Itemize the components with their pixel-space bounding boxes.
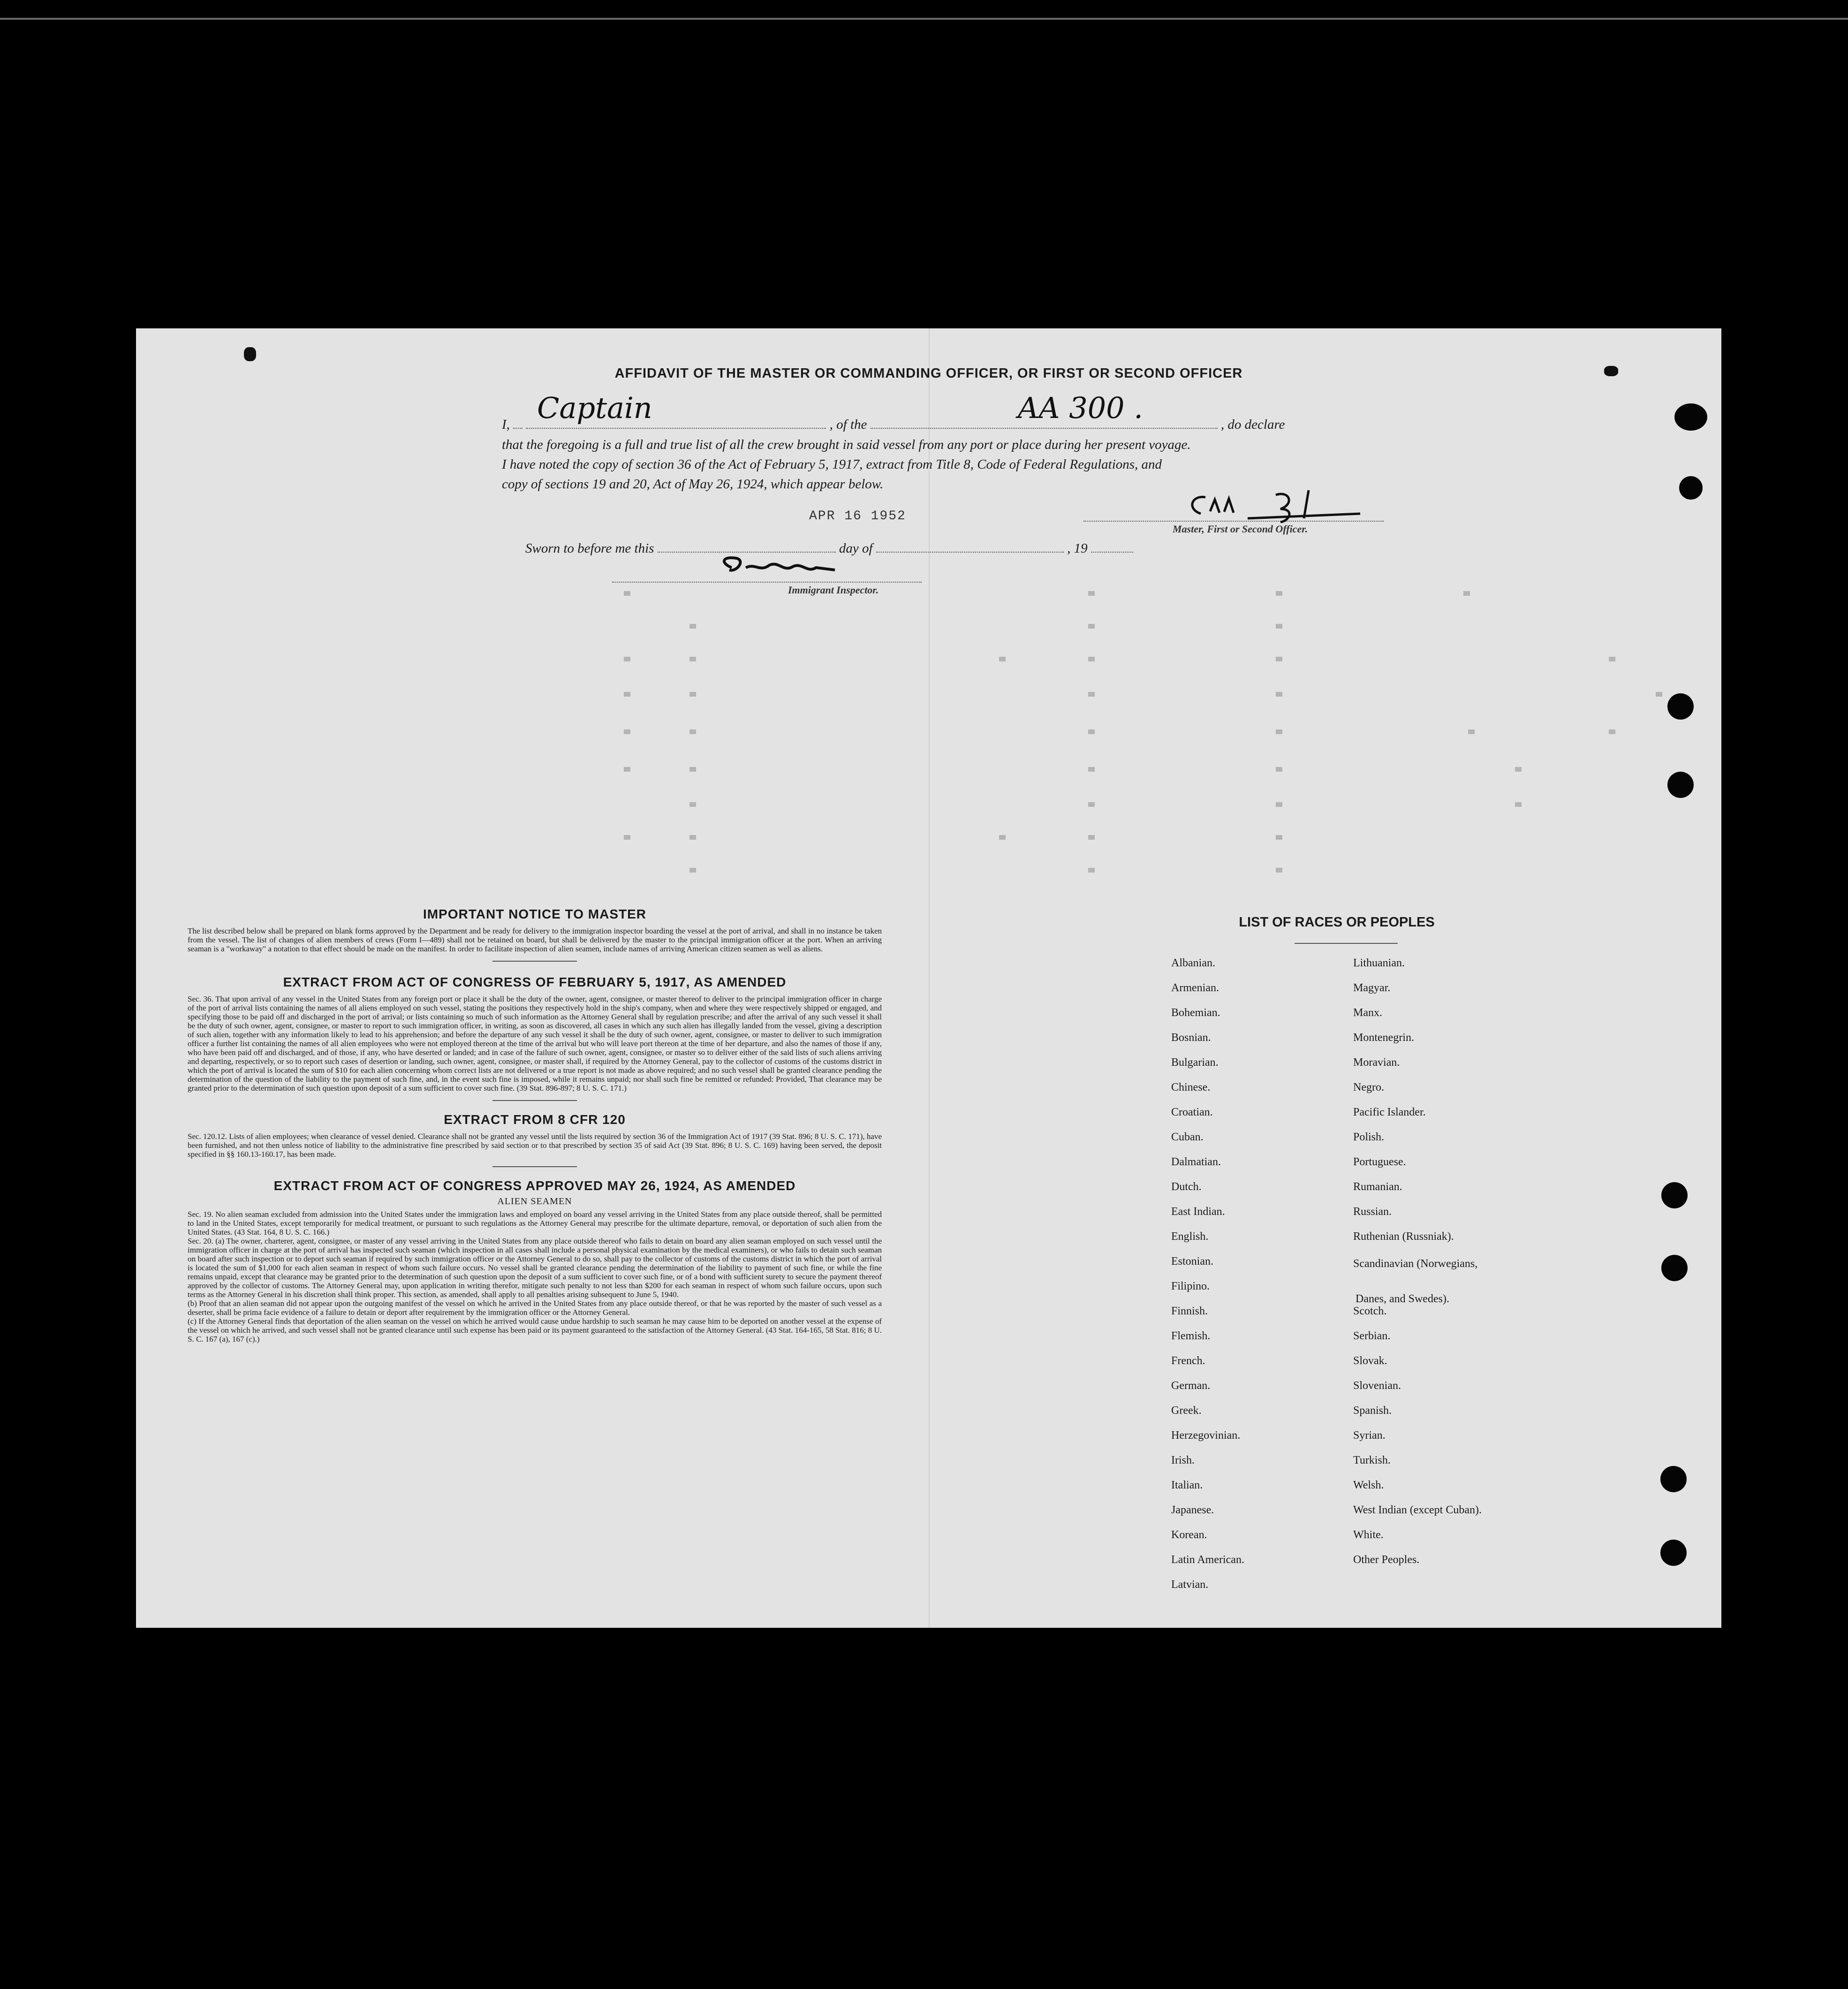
declaration-line-4: copy of sections 19 and 20, Act of May 26, 1924, which appear below. xyxy=(502,477,884,492)
bleed-through-row xyxy=(436,591,1703,600)
bleed-through-row xyxy=(436,868,1703,877)
race-item: Other Peoples. xyxy=(1353,1554,1420,1566)
race-item: Montenegrin. xyxy=(1353,1032,1414,1044)
document-page xyxy=(136,328,1721,1628)
declaration-line-3: I have noted the copy of section 36 of the Act of February 5, 1917, extract from Title 8, Code of Federal Regulations, and xyxy=(502,457,1162,472)
race-item: Magyar. xyxy=(1353,982,1391,994)
race-item: Rumanian. xyxy=(1353,1181,1402,1193)
race-item: Chinese. xyxy=(1171,1081,1211,1093)
race-item: Syrian. xyxy=(1353,1429,1386,1442)
race-item: Manx. xyxy=(1353,1007,1382,1019)
extract-1924-subtitle: ALIEN SEAMEN xyxy=(497,1196,572,1207)
race-item: Moravian. xyxy=(1353,1056,1400,1069)
race-item: West Indian (except Cuban). xyxy=(1353,1504,1482,1516)
race-item: Latin American. xyxy=(1171,1554,1244,1566)
signature-scribble xyxy=(1182,486,1379,523)
race-item: French. xyxy=(1171,1355,1205,1367)
race-item: Danes, and Swedes). xyxy=(1356,1293,1449,1305)
bleed-through-row xyxy=(436,835,1703,844)
race-item: Albanian. xyxy=(1171,957,1215,969)
race-item: Slovak. xyxy=(1353,1355,1387,1367)
race-item: White. xyxy=(1353,1529,1384,1541)
race-item: Japanese. xyxy=(1171,1504,1214,1516)
race-item: Flemish. xyxy=(1171,1330,1211,1342)
race-item: Greek. xyxy=(1171,1404,1202,1417)
race-item: German. xyxy=(1171,1380,1211,1392)
races-title: LIST OF RACES OR PEOPLES xyxy=(1239,915,1435,930)
bleed-through-row xyxy=(436,802,1703,812)
race-item: Latvian. xyxy=(1171,1579,1209,1591)
declaration-of-the: , of the xyxy=(829,417,867,432)
extract-1924-sec20a: Sec. 20. (a) The owner, charterer, agent, consignee, or master of any vessel arriving in the United States from any place outside thereof who fails to detain on board any alien seaman employed on such vessel until the immigration officer in charge at the port of arrival has inspected such seaman (which inspection in all cases shall include a personal physical examination by the medical examiners), or who fails to detain such seaman on board after such inspection or to deport such seaman if required by such immigration officer or the Attorney General to do so, shall pay to the collector of customs of the customs district in which the port of arrival is located the sum of $1,000 for each alien seaman in respect of whom such failure occurs. No vessel shall be granted clearance pending the determination of the liability to payment of such fine, or while the fine remains unpaid, except that clearance may be granted prior to the determination of such question upon the deposit of a sum sufficient to cover such fine, or of a bond with sufficient surety to secure the payment thereof approved by the collector of customs. The Attorney General may, upon application in writing therefor, mitigate such penalty to not less than $200 for each seaman in respect of whom such failure occurs, upon such terms as the Attorney General in his discretion shall think proper. This section, as amended, shall apply to all penalties arising subsequent to June 5, 1940. xyxy=(188,1237,882,1299)
bleed-through-row xyxy=(436,657,1703,666)
race-item: Estonian. xyxy=(1171,1255,1213,1268)
punch-hole xyxy=(1679,476,1703,500)
race-item: Croatian. xyxy=(1171,1106,1213,1118)
notice-body: The list described below shall be prepared on blank forms approved by the Department and be ready for delivery to the immigration inspector boarding the vessel at the port of arrival, and shall in no instance be taken from the vessel. The list of changes of alien members of crews (Form I—489) shall not be retained on board, but shall be delivered by the master to the principal immigration officer at the port. When an arriving seaman is a "workaway" a notation to that effect should be made on the manifest. In order to facilitate inspection of alien seamen, include names of arriving American citizen seamen as well as aliens. xyxy=(188,926,882,953)
declaration-do-declare: , do declare xyxy=(1220,417,1285,432)
race-item: Negro. xyxy=(1353,1081,1384,1093)
race-item: Welsh. xyxy=(1353,1479,1384,1491)
sworn-text: Sworn to before me this xyxy=(525,541,654,556)
page-fold xyxy=(929,328,930,1628)
declaration-i: I, xyxy=(502,417,510,432)
race-item: Cuban. xyxy=(1171,1131,1204,1143)
extract-cfr-body: Sec. 120.12. Lists of alien employees; when clearance of vessel denied. Clearance shall not be granted any vessel until the lists required by section 36 of the Immigration Act of 1917 (39 Stat. 896; 8 U. S. C. 171), have been furnished, and not then unless notice of liability to the administrative fine prescribed by said section or to that prescribed by section 35 of said Act (39 Stat. 896; 8 U. S. C. 169) having been served, the deposit specified in §§ 160.13-160.17, has been made. xyxy=(188,1132,882,1159)
bleed-through-row xyxy=(436,624,1703,633)
race-item: Finnish. xyxy=(1171,1305,1208,1317)
race-item: Russian. xyxy=(1353,1206,1392,1218)
race-item: Ruthenian (Russniak). xyxy=(1353,1230,1454,1243)
race-item: Pacific Islander. xyxy=(1353,1106,1426,1118)
race-item: Scandinavian (Norwegians, xyxy=(1353,1258,1478,1270)
race-item: Armenian. xyxy=(1171,982,1219,994)
handwritten-vessel: AA 300 . xyxy=(1018,391,1144,425)
extract-1924-sec19: Sec. 19. No alien seaman excluded from admission into the United States under the immigration laws and employed on board any vessel arriving in the United States from any place outside thereof, shall be permitted to land in the United States, except temporarily for medical treatment, or pursuant to such regulations as the Attorney General may prescribe for the ultimate departure, removal, or deportation of such alien from the United States. (43 Stat. 164, 8 U. S. C. 166.) xyxy=(188,1210,882,1237)
extract-1924-title: EXTRACT FROM ACT OF CONGRESS APPROVED MAY 26, 1924, AS AMENDED xyxy=(273,1178,796,1193)
master-signature xyxy=(1182,486,1379,523)
scan-frame-line xyxy=(0,18,1848,20)
race-item: Scotch. xyxy=(1353,1305,1387,1317)
race-item: Dalmatian. xyxy=(1171,1156,1221,1168)
race-item: Korean. xyxy=(1171,1529,1207,1541)
notice-title: IMPORTANT NOTICE TO MASTER xyxy=(423,907,647,921)
extract-1924-sec20c: (c) If the Attorney General finds that deportation of the alien seaman on the vessel on which he arrived would cause undue hardship to such seaman he may cause him to be deported on another vessel at the expense of the vessel on which he arrived, and such vessel shall not be granted clearance until such expense has been paid or its payment guaranteed to the satisfaction of the Attorney General. (43 Stat. 164-165, 58 Stat. 816; 8 U. S. C. 167 (a), 167 (c).) xyxy=(188,1317,882,1344)
inspector-caption: Immigrant Inspector. xyxy=(788,584,879,596)
date-stamp: APR 16 1952 xyxy=(809,509,906,524)
punch-hole xyxy=(1660,1540,1687,1566)
race-item: Portuguese. xyxy=(1353,1156,1406,1168)
inspector-signature xyxy=(718,554,858,582)
divider xyxy=(492,1166,577,1167)
race-item: Lithuanian. xyxy=(1353,957,1405,969)
race-item: Herzegovinian. xyxy=(1171,1429,1241,1442)
punch-hole xyxy=(1674,403,1707,431)
day-of-text: day of xyxy=(839,541,873,556)
race-item: Turkish. xyxy=(1353,1454,1391,1466)
race-item: Italian. xyxy=(1171,1479,1203,1491)
notice-section xyxy=(188,907,882,1344)
race-item: Polish. xyxy=(1353,1131,1385,1143)
punch-hole xyxy=(1661,1255,1688,1281)
extract-cfr-title: EXTRACT FROM 8 CFR 120 xyxy=(444,1112,626,1127)
race-item: Serbian. xyxy=(1353,1330,1391,1342)
extract-1924-sec20b: (b) Proof that an alien seaman did not appear upon the outgoing manifest of the vessel on which he arrived in the United States from any place outside thereof, or that he was reported by the master of such vessel as a deserter, shall be prima facie evidence of a failure to detain or deport after requirement by the immigration officer or the Attorney General. xyxy=(188,1299,882,1317)
declaration-line-2: that the foregoing is a full and true list of all the crew brought in said vessel from any port or place during her present voyage. xyxy=(502,437,1191,452)
race-item: Bulgarian. xyxy=(1171,1056,1219,1069)
race-item: Irish. xyxy=(1171,1454,1195,1466)
bleed-through-row xyxy=(436,692,1703,701)
bleed-through-row xyxy=(436,729,1703,739)
race-item: English. xyxy=(1171,1230,1209,1243)
divider xyxy=(492,961,577,962)
race-item: Bohemian. xyxy=(1171,1007,1220,1019)
signature-caption: Master, First or Second Officer. xyxy=(1173,523,1308,535)
divider xyxy=(492,1100,577,1101)
handwritten-name: Captain xyxy=(537,391,652,425)
race-item: East Indian. xyxy=(1171,1206,1225,1218)
race-item: Filipino. xyxy=(1171,1280,1210,1292)
race-item: Bosnian. xyxy=(1171,1032,1211,1044)
year-text: , 19 xyxy=(1067,541,1088,556)
bleed-through-row xyxy=(436,767,1703,776)
inspector-signature-line xyxy=(612,582,922,583)
ink-spot xyxy=(244,347,256,361)
inspector-scribble xyxy=(718,554,858,582)
extract-1917-title: EXTRACT FROM ACT OF CONGRESS OF FEBRUARY 5, 1917, AS AMENDED xyxy=(283,975,787,989)
extract-1917-body: Sec. 36. That upon arrival of any vessel in the United States from any foreign port or place it shall be the duty of the owner, agent, consignee, or master thereof to deliver to the principal immigration officer in charge of the port of arrival lists containing the names of all aliens employed on such vessel, stating the positions they respectively hold in the ship's company, when and where they were respectively shipped or engaged, and specifying those to be paid off and discharged in the port of arrival; or lists containing so much of such information as the Attorney General shall by regulation prescribe; and after the arrival of any such vessel it shall be the duty of such owner, agent, consignee, or master to report to such immigration officer, in writing, as soon as discovered, all cases in which any such alien has illegally landed from the vessel, giving a description of such alien, together with any information likely to lead to his apprehension; and before the departure of any such vessel it shall be the duty of such owner, agent, consignee, or master to deliver to such immigration officer a further list containing the names of all alien employees who were not employed thereon at the time of the arrival but who will leave port thereon at the time of her departure, and also the names of those if any, who have been paid off and discharged, and of those, if any, who have deserted or landed; and in case of the failure of such owner, agent, consignee, or master so to deliver either of the said lists of such aliens arriving and departing, respectively, or so to report such cases of desertion or landing, such owner, agent, consignee, or master shall, if required by the Attorney General, pay to the collector of customs of the customs district in which the port of arrival is located the sum of $10 for each alien concerning whom correct lists are not delivered or a true report is not made as above required; and no such vessel shall be granted clearance pending the determination of the question of the liability to the payment of such fine, and, in the event such fine is imposed, while it remains unpaid; nor shall such fine be remitted or refunded: Provided, That clearance may be granted prior to the determination of such question upon deposit of a sum sufficient to cover such fine. (39 Stat. 896-897; 8 U. S. C. 171.) xyxy=(188,994,882,1093)
race-item: Spanish. xyxy=(1353,1404,1392,1417)
declaration-line-1 xyxy=(502,391,1515,434)
race-item: Slovenian. xyxy=(1353,1380,1401,1392)
punch-hole xyxy=(1660,1466,1687,1492)
race-item: Dutch. xyxy=(1171,1181,1202,1193)
punch-hole xyxy=(1661,1182,1688,1208)
affidavit-title: AFFIDAVIT OF THE MASTER OR COMMANDING OFFICER, OR FIRST OR SECOND OFFICER xyxy=(614,366,1243,381)
races-divider xyxy=(1295,943,1398,944)
